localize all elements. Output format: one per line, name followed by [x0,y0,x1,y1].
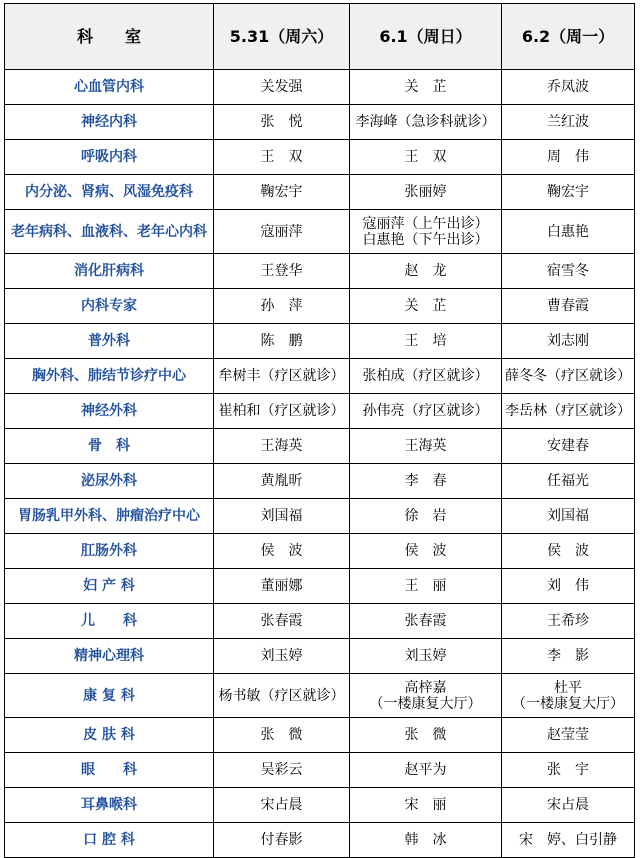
doctor-day3-cell [502,534,635,569]
department-cell [5,140,214,175]
doctor-day1-cell [214,604,350,639]
table-row [5,604,635,639]
doctor-day3-cell-text: 张 宇 [547,762,589,778]
doctor-day3-cell [502,105,635,140]
doctor-day3-cell [502,324,635,359]
doctor-day1-cell-text: 董丽娜 [260,578,303,594]
doctor-day2-cell-text: 王 双 [404,149,447,165]
doctor-day2-cell-text: 赵 龙 [404,263,447,279]
doctor-day2-cell [350,569,502,604]
doctor-day2-cell [350,499,502,534]
doctor-day1-cell [214,429,350,464]
doctor-day1-cell [214,359,350,394]
department-cell-text: 神经外科 [81,403,137,419]
doctor-day2-cell [350,639,502,674]
doctor-day3-cell-text: 宿雪冬 [547,263,589,279]
doctor-day3-cell [502,569,635,604]
table-row [5,429,635,464]
doctor-day1-cell-text: 寇丽萍 [260,223,303,240]
department-cell [5,359,214,394]
doctor-day2-cell-text: 刘玉婷 [404,648,447,664]
doctor-day1-cell [214,788,350,823]
duty-schedule [4,3,635,858]
doctor-day1-cell-text: 刘玉婷 [260,648,303,664]
doctor-day1-cell-text: 张 悦 [260,114,303,130]
doctor-day1-cell [214,210,350,254]
header-day3: 6.2（周一） [502,4,635,70]
doctor-day2-cell [350,324,502,359]
doctor-day3-cell-text: 安建春 [547,438,589,454]
department-cell [5,604,214,639]
doctor-day1-cell-text: 刘国福 [260,508,303,524]
table-row [5,499,635,534]
doctor-day2-cell-text: （一楼康复大厅） [369,695,482,712]
department-cell [5,788,214,823]
department-cell-text: 胸外科、肺结节诊疗中心 [32,368,186,384]
department-cell-text: 内分泌、肾病、风湿免疫科 [25,184,193,200]
department-cell-text: 内科专家 [81,298,137,314]
department-cell-text: 精神心理科 [74,648,144,664]
header-row [5,4,635,70]
doctor-day3-cell-text: 曹春霞 [547,298,589,314]
doctor-day1-cell [214,70,350,105]
doctor-day3-cell [502,718,635,753]
doctor-day2-cell-text: 张春霞 [404,613,447,629]
doctor-day1-cell-text: 孙 萍 [260,298,303,314]
doctor-day1-cell-text: 付春影 [260,832,303,848]
doctor-day3-cell [502,429,635,464]
department-cell-text: 骨 科 [88,438,130,454]
doctor-day2-cell-text: 高梓嘉 [404,679,447,696]
doctor-day1-cell-text: 崔柏和（疗区就诊） [218,403,345,419]
doctor-day1-cell [214,718,350,753]
doctor-day1-cell-text: 王登华 [260,263,303,279]
doctor-day3-cell [502,140,635,175]
doctor-day1-cell-text: 牟树丰（疗区就诊） [218,368,345,384]
department-cell-text: 心血管内科 [74,79,144,95]
department-cell [5,394,214,429]
table-row [5,175,635,210]
department-cell-text: 口 腔 科 [83,832,135,848]
doctor-day3-cell-text: 刘国福 [547,508,589,524]
doctor-day2-cell-text: 张柏成（疗区就诊） [362,368,489,384]
table-row [5,718,635,753]
department-cell-text: 呼吸内科 [81,149,137,165]
doctor-day2-cell-text: 李 春 [404,473,447,489]
department-cell [5,499,214,534]
doctor-day3-cell-text: 刘 伟 [547,578,589,594]
department-cell-text: 耳鼻喉科 [81,797,137,813]
doctor-day1-cell [214,394,350,429]
doctor-day3-cell [502,70,635,105]
department-cell [5,289,214,324]
department-cell [5,823,214,858]
doctor-day3-cell-text: 赵莹莹 [547,727,589,743]
department-cell-text: 皮 肤 科 [83,727,135,743]
doctor-day1-cell [214,499,350,534]
table-row [5,534,635,569]
department-cell-text: 康 复 科 [83,687,135,704]
table-row [5,324,635,359]
doctor-day3-cell [502,639,635,674]
doctor-day3-cell [502,359,635,394]
doctor-day2-cell-text: 白惠艳（下午出诊） [362,231,489,248]
table-row [5,394,635,429]
table-row [5,823,635,858]
doctor-day2-cell [350,254,502,289]
table-row [5,639,635,674]
doctor-day3-cell-text: 白惠艳 [547,223,589,240]
schedule-table [4,3,635,858]
doctor-day1-cell-text: 鞠宏宇 [260,184,303,200]
doctor-day2-cell-text: 寇丽萍（上午出诊） [362,215,489,232]
table-row [5,464,635,499]
doctor-day1-cell-text: 王海英 [260,438,303,454]
doctor-day3-cell-text: 乔凤波 [547,79,589,95]
doctor-day1-cell-text: 关发强 [260,79,303,95]
doctor-day2-cell [350,289,502,324]
doctor-day3-cell-text: （一楼康复大厅） [512,695,624,712]
doctor-day1-cell [214,569,350,604]
doctor-day2-cell-text: 侯 波 [404,543,447,559]
doctor-day1-cell [214,464,350,499]
doctor-day1-cell-text: 张春霞 [260,613,303,629]
doctor-day2-cell [350,674,502,718]
doctor-day2-cell-text: 张 微 [404,727,447,743]
doctor-day1-cell-text: 杨书敏（疗区就诊） [218,687,345,704]
department-cell-text: 神经内科 [81,114,137,130]
doctor-day1-cell [214,674,350,718]
doctor-day3-cell-text: 薛冬冬（疗区就诊） [505,368,631,384]
doctor-day2-cell [350,359,502,394]
doctor-day2-cell-text: 王 丽 [404,578,447,594]
doctor-day3-cell [502,464,635,499]
doctor-day3-cell-text: 周 伟 [547,149,589,165]
doctor-day1-cell [214,324,350,359]
doctor-day2-cell-text: 关 芷 [404,79,447,95]
department-cell [5,534,214,569]
doctor-day2-cell [350,718,502,753]
doctor-day1-cell-text: 黄胤昕 [260,473,303,489]
doctor-day3-cell [502,788,635,823]
department-cell-text: 消化肝病科 [74,263,144,279]
table-row [5,569,635,604]
doctor-day1-cell [214,254,350,289]
doctor-day1-cell [214,289,350,324]
doctor-day3-cell [502,289,635,324]
doctor-day3-cell-text: 杜平 [554,679,582,696]
doctor-day1-cell [214,639,350,674]
doctor-day3-cell-text: 王希珍 [547,613,589,629]
doctor-day3-cell-text: 宋 婷、白引静 [519,832,617,848]
doctor-day2-cell-text: 张丽婷 [404,184,447,200]
doctor-day2-cell [350,788,502,823]
doctor-day1-cell [214,823,350,858]
doctor-day2-cell [350,753,502,788]
department-cell-text: 肛肠外科 [81,543,137,559]
header-dept: 科 室 [5,4,214,70]
doctor-day3-cell [502,254,635,289]
doctor-day2-cell-text: 王 培 [404,333,447,349]
doctor-day1-cell [214,105,350,140]
doctor-day2-cell-text: 赵平为 [404,762,447,778]
doctor-day2-cell [350,140,502,175]
doctor-day2-cell [350,464,502,499]
table-row [5,70,635,105]
doctor-day2-cell-text: 李海峰（急诊科就诊） [355,114,496,130]
doctor-day2-cell [350,70,502,105]
department-cell-text: 普外科 [88,333,130,349]
department-cell-text: 胃肠乳甲外科、肿瘤治疗中心 [18,508,200,524]
doctor-day2-cell [350,534,502,569]
department-cell [5,718,214,753]
doctor-day1-cell-text: 王 双 [260,149,303,165]
doctor-day1-cell [214,534,350,569]
table-row [5,254,635,289]
doctor-day2-cell [350,105,502,140]
doctor-day3-cell [502,175,635,210]
table-row [5,210,635,254]
table-row [5,105,635,140]
doctor-day2-cell [350,604,502,639]
department-cell [5,464,214,499]
doctor-day2-cell [350,394,502,429]
department-cell [5,175,214,210]
department-cell [5,753,214,788]
department-cell [5,254,214,289]
doctor-day2-cell-text: 宋 丽 [404,797,447,813]
doctor-day3-cell [502,823,635,858]
department-cell-text: 眼 科 [81,762,137,778]
doctor-day2-cell-text: 徐 岩 [404,508,447,524]
doctor-day1-cell [214,175,350,210]
table-row [5,140,635,175]
doctor-day1-cell-text: 宋占晨 [260,797,303,813]
doctor-day3-cell-text: 李岳林（疗区就诊） [505,403,631,419]
doctor-day2-cell [350,175,502,210]
department-cell [5,105,214,140]
doctor-day2-cell-text: 关 芷 [404,298,447,314]
department-cell-text: 妇 产 科 [83,578,135,594]
table-row [5,753,635,788]
doctor-day1-cell-text: 张 微 [260,727,303,743]
doctor-day1-cell-text: 吴彩云 [260,762,303,778]
department-cell [5,429,214,464]
doctor-day2-cell [350,429,502,464]
doctor-day3-cell [502,674,635,718]
table-row [5,289,635,324]
doctor-day1-cell [214,753,350,788]
doctor-day3-cell-text: 任福光 [547,473,589,489]
department-cell [5,324,214,359]
doctor-day1-cell [214,140,350,175]
department-cell-text: 儿 科 [81,613,137,629]
doctor-day3-cell [502,394,635,429]
table-row [5,788,635,823]
doctor-day2-cell [350,823,502,858]
doctor-day1-cell-text: 陈 鹏 [260,333,303,349]
header-day1: 5.31（周六） [214,4,350,70]
header-day2: 6.1（周日） [350,4,502,70]
doctor-day2-cell-text: 孙伟亮（疗区就诊） [362,403,489,419]
doctor-day3-cell-text: 李 影 [547,648,589,664]
table-row [5,359,635,394]
doctor-day3-cell-text: 兰红波 [547,114,589,130]
department-cell [5,569,214,604]
doctor-day3-cell-text: 刘志刚 [547,333,589,349]
table-row [5,674,635,718]
doctor-day1-cell-text: 侯 波 [260,543,303,559]
department-cell [5,639,214,674]
department-cell [5,210,214,254]
doctor-day2-cell-text: 王海英 [404,438,447,454]
department-cell [5,70,214,105]
department-cell [5,674,214,718]
doctor-day3-cell-text: 宋占晨 [547,797,589,813]
doctor-day3-cell [502,210,635,254]
doctor-day3-cell [502,604,635,639]
doctor-day3-cell [502,753,635,788]
doctor-day3-cell [502,499,635,534]
doctor-day2-cell [350,210,502,254]
doctor-day2-cell-text: 韩 冰 [404,832,447,848]
department-cell-text: 泌尿外科 [81,473,137,489]
doctor-day3-cell-text: 侯 波 [547,543,589,559]
department-cell-text: 老年病科、血液科、老年心内科 [11,223,207,240]
doctor-day3-cell-text: 鞠宏宇 [547,184,589,200]
